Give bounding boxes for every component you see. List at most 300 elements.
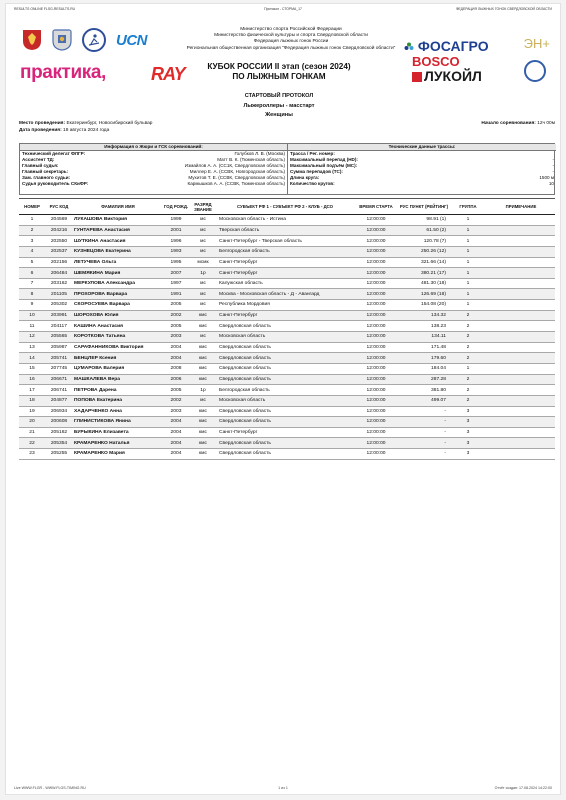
start-value: 12ч 00м: [537, 121, 555, 126]
cell-year: 2001: [163, 225, 189, 236]
cell-n: 2: [19, 225, 45, 236]
cell-name: САРАФАННИКОВА Виктория: [73, 342, 163, 353]
jury-value: Миллер Е. А. (ССВК, Новгородская область): [189, 169, 285, 175]
phosagro-logo: [404, 38, 489, 54]
venue-info: [19, 121, 555, 134]
table-row: [19, 395, 555, 406]
cell-name: КОРОТКОВА Татьяна: [73, 332, 163, 343]
regional-federation-logo-icon: [524, 60, 546, 82]
table-row: [19, 385, 555, 396]
cell-n: 19: [19, 406, 45, 417]
table-row: [19, 268, 555, 279]
cell-name: ШОРОХОВА Юлия: [73, 310, 163, 321]
cell-rank: кмс: [189, 449, 217, 460]
lukoil-logo: [412, 68, 482, 84]
jury-value: Голубков Л. В. (Москва): [234, 150, 285, 156]
table-row: [19, 236, 555, 247]
tech-key: Длина круга:: [290, 175, 320, 181]
organizer-line: Региональная общественная организация "Федерация лыжных гонок Свердловской области": [186, 45, 396, 51]
cell-note: [487, 236, 555, 247]
cell-rank: мс: [189, 395, 217, 406]
tech-value: -: [552, 169, 554, 175]
cell-time: 12:00:00: [353, 215, 399, 226]
cell-n: 7: [19, 278, 45, 289]
cell-group: 1: [449, 225, 487, 236]
venue-value: Екатеринбург, Новосибирский бульвар: [66, 121, 153, 126]
cell-points: 179.60: [399, 353, 449, 364]
cell-name: ШЕМЯКИНА Мария: [73, 268, 163, 279]
cell-note: [487, 278, 555, 289]
table-row: [19, 246, 555, 257]
cell-name: ПРОХОРОВА Варвара: [73, 289, 163, 300]
cell-n: 9: [19, 300, 45, 311]
cell-year: 2008: [163, 363, 189, 374]
bosco-logo: BOSCO: [412, 54, 460, 69]
gender-group: Женщины: [265, 112, 293, 118]
cell-time: 12:00:00: [353, 321, 399, 332]
organizer-line: Федерация лыжных гонок России: [253, 39, 329, 45]
tech-row: [288, 181, 556, 187]
cell-region: Свердловская область: [217, 449, 353, 460]
cell-note: [487, 374, 555, 385]
cell-region: Свердловская область: [217, 417, 353, 428]
cell-code: 204117: [45, 321, 73, 332]
cell-n: 5: [19, 257, 45, 268]
column-header: РАЗРЯД ЗВАНИЕ: [189, 199, 217, 215]
cell-points: 171.48: [399, 342, 449, 353]
cell-note: [487, 321, 555, 332]
table-row: [19, 353, 555, 364]
cell-year: 2003: [163, 332, 189, 343]
cell-n: 11: [19, 321, 45, 332]
cell-name: ХАДАРЧЕНКО Анна: [73, 406, 163, 417]
cell-note: [487, 385, 555, 396]
cell-region: Белгородская область: [217, 385, 353, 396]
cell-year: 2007: [163, 268, 189, 279]
tech-value: -: [552, 156, 554, 162]
cell-year: 2002: [163, 395, 189, 406]
cell-n: 6: [19, 268, 45, 279]
cell-code: 204569: [45, 215, 73, 226]
cell-group: 1: [449, 278, 487, 289]
cell-rank: кмс: [189, 417, 217, 428]
jury-box: [20, 144, 288, 194]
table-row: [19, 215, 555, 226]
cell-note: [487, 417, 555, 428]
ski-federation-logo-icon: [82, 28, 106, 52]
cell-n: 13: [19, 342, 45, 353]
cell-name: БУРЫКИНА Елизавета: [73, 427, 163, 438]
cell-year: 1997: [163, 278, 189, 289]
cell-group: 2: [449, 321, 487, 332]
jury-key: Главный секретарь:: [22, 169, 69, 175]
cell-code: 205565: [45, 332, 73, 343]
cell-points: 287.28: [399, 374, 449, 385]
cell-region: Москва - Московская область - Д - Авангард: [217, 289, 353, 300]
lukoil-mark-icon: [412, 72, 422, 82]
cell-group: 1: [449, 300, 487, 311]
cell-year: 2005: [163, 300, 189, 311]
cell-time: 12:00:00: [353, 353, 399, 364]
cell-group: 3: [449, 406, 487, 417]
cell-points: 134.11: [399, 332, 449, 343]
sverdlovsk-emblem-icon: [52, 29, 72, 51]
tech-key: Количество кругов:: [290, 181, 335, 187]
table-header-row: [19, 199, 555, 215]
cell-region: Тверская область: [217, 225, 353, 236]
table-body: [19, 215, 555, 460]
cell-note: [487, 257, 555, 268]
jury-key: Зам. главного судьи:: [22, 175, 71, 181]
cell-code: 206484: [45, 268, 73, 279]
cell-rank: мс: [189, 236, 217, 247]
cell-group: 1: [449, 363, 487, 374]
sponsor-logos-right: [404, 34, 550, 104]
event-title-block: [184, 62, 374, 82]
cell-rank: кмс: [189, 310, 217, 321]
cell-group: 1: [449, 236, 487, 247]
cell-rank: мс: [189, 215, 217, 226]
cell-year: 2004: [163, 342, 189, 353]
cell-n: 16: [19, 374, 45, 385]
discipline: Лыжероллеры - масстарт: [243, 102, 315, 109]
cell-code: 206741: [45, 385, 73, 396]
cell-group: 2: [449, 395, 487, 406]
footer-right: Отчёт создан: 17.08.2024 14:22:00: [494, 786, 552, 790]
cell-region: Санкт-Петербург: [217, 310, 353, 321]
cell-name: КРАМАРЕНКО Мария: [73, 449, 163, 460]
cell-points: -: [399, 438, 449, 449]
cell-region: Свердловская область: [217, 321, 353, 332]
table-row: [19, 289, 555, 300]
cell-year: 2005: [163, 385, 189, 396]
cell-year: 1995: [163, 257, 189, 268]
cell-points: -: [399, 427, 449, 438]
cell-time: 12:00:00: [353, 395, 399, 406]
cell-code: 204216: [45, 225, 73, 236]
cell-name: ГЛИНИСТИКОВА Янина: [73, 417, 163, 428]
russia-emblem-icon: [22, 29, 42, 51]
cell-year: 1993: [163, 246, 189, 257]
column-header: СУБЪЕКТ РФ 1 - СУБЪЕКТ РФ 2 - КЛУБ - ДСО: [217, 199, 353, 215]
cell-rank: кмс: [189, 427, 217, 438]
jury-key: Судья руководитель СКиФР:: [22, 181, 89, 187]
cell-name: ЛУКАШОВА Виктория: [73, 215, 163, 226]
cell-note: [487, 215, 555, 226]
table-row: [19, 278, 555, 289]
cell-rank: мс: [189, 289, 217, 300]
header-center: Протокол - СТОРМА_17: [264, 7, 302, 11]
ray-logo: RAY: [151, 64, 185, 84]
cell-region: Калужская область: [217, 278, 353, 289]
cell-note: [487, 268, 555, 279]
jury-key: Ассистент ТД:: [22, 156, 55, 162]
cell-code: 205302: [45, 300, 73, 311]
event-title: КУБОК РОССИИ II этап (сезон 2024): [207, 62, 351, 71]
track-header: Технические данные трассы:: [288, 144, 556, 151]
organizer-line: Министерство физической культуры и спорта Свердловской области: [214, 33, 368, 39]
cell-time: 12:00:00: [353, 257, 399, 268]
cell-time: 12:00:00: [353, 406, 399, 417]
cell-code: 200608: [45, 417, 73, 428]
table-row: [19, 374, 555, 385]
cell-code: 205987: [45, 342, 73, 353]
cell-n: 18: [19, 395, 45, 406]
event-subtitle: ПО ЛЫЖНЫМ ГОНКАМ: [232, 72, 326, 81]
cell-rank: кмс: [189, 374, 217, 385]
cell-name: ЦУМАРОВА Валерия: [73, 363, 163, 374]
cell-n: 4: [19, 246, 45, 257]
cell-points: 381.80: [399, 385, 449, 396]
cell-time: 12:00:00: [353, 278, 399, 289]
ucn-logo: UCN: [116, 31, 147, 49]
table-row: [19, 438, 555, 449]
cell-note: [487, 449, 555, 460]
cell-group: 2: [449, 332, 487, 343]
cell-rank: мс: [189, 246, 217, 257]
table-row: [19, 449, 555, 460]
cell-year: 1991: [163, 289, 189, 300]
column-header: ГРУППА: [449, 199, 487, 215]
cell-time: 12:00:00: [353, 363, 399, 374]
cell-time: 12:00:00: [353, 427, 399, 438]
jury-value: Матт В. К. (Тюменская область): [217, 156, 285, 162]
cell-rank: 1р: [189, 385, 217, 396]
cell-name: КУЗНЕЦОВА Екатерина: [73, 246, 163, 257]
cell-code: 205162: [45, 427, 73, 438]
cell-region: Свердловская область: [217, 342, 353, 353]
cell-time: 12:00:00: [353, 449, 399, 460]
cell-time: 12:00:00: [353, 225, 399, 236]
cell-region: Московская область: [217, 332, 353, 343]
cell-region: Свердловская область: [217, 363, 353, 374]
cell-group: 3: [449, 427, 487, 438]
footer-page: 1 из 1: [278, 786, 288, 790]
cell-name: ГУНТАРЕВА Анастасия: [73, 225, 163, 236]
cell-group: 2: [449, 374, 487, 385]
cell-time: 12:00:00: [353, 310, 399, 321]
cell-rank: кмс: [189, 353, 217, 364]
table-row: [19, 225, 555, 236]
cell-name: КРАМАРЕНКО Наталья: [73, 438, 163, 449]
cell-points: -: [399, 449, 449, 460]
cell-points: -: [399, 406, 449, 417]
cell-region: Свердловская область: [217, 406, 353, 417]
cell-group: 2: [449, 385, 487, 396]
cell-note: [487, 310, 555, 321]
cell-rank: кмс: [189, 342, 217, 353]
organizers-block: [166, 27, 416, 52]
cell-n: 21: [19, 427, 45, 438]
column-header: ВРЕМЯ СТАРТА: [353, 199, 399, 215]
cell-code: 206671: [45, 374, 73, 385]
cell-time: 12:00:00: [353, 438, 399, 449]
jury-value: Мухитов Т. Е. (ССВК, Свердловская область): [188, 175, 285, 181]
cell-note: [487, 342, 555, 353]
cell-name: БЕНЦЛЕР Ксения: [73, 353, 163, 364]
cell-group: 1: [449, 289, 487, 300]
cell-time: 12:00:00: [353, 385, 399, 396]
page-footer: [14, 786, 552, 792]
cell-year: 2004: [163, 449, 189, 460]
cell-time: 12:00:00: [353, 268, 399, 279]
cell-group: 1: [449, 268, 487, 279]
header-right: ФЕДЕРАЦИЯ ЛЫЖНЫХ ГОНОК СВЕРДЛОВСКОЙ ОБЛАСТИ: [455, 7, 552, 11]
cell-note: [487, 353, 555, 364]
cell-note: [487, 332, 555, 343]
cell-points: 184.04: [399, 363, 449, 374]
table-row: [19, 363, 555, 374]
cell-rank: 1р: [189, 268, 217, 279]
cell-year: 2005: [163, 321, 189, 332]
cell-name: СКОРОСУЕВА Варвара: [73, 300, 163, 311]
cell-year: 2003: [163, 406, 189, 417]
cell-time: 12:00:00: [353, 417, 399, 428]
cell-year: 2004: [163, 427, 189, 438]
cell-region: Московская область: [217, 395, 353, 406]
cell-code: 203991: [45, 310, 73, 321]
cell-rank: кмс: [189, 363, 217, 374]
cell-group: 1: [449, 257, 487, 268]
cell-code: 205255: [45, 449, 73, 460]
cell-group: 3: [449, 449, 487, 460]
cell-code: 203162: [45, 278, 73, 289]
cell-points: 154.08 (20): [399, 300, 449, 311]
phosagro-flower-icon: [404, 42, 414, 52]
cell-points: 61.50 (2): [399, 225, 449, 236]
cell-name: ПОПОВА Екатерина: [73, 395, 163, 406]
cell-n: 1: [19, 215, 45, 226]
cell-points: -: [399, 417, 449, 428]
en-plus-logo: ЭН+: [523, 36, 550, 51]
cell-region: Санкт-Петербург - Тверская область: [217, 236, 353, 247]
cell-year: 2004: [163, 353, 189, 364]
cell-year: 2004: [163, 438, 189, 449]
cell-n: 14: [19, 353, 45, 364]
cell-n: 3: [19, 236, 45, 247]
column-header: ПРИМЕЧАНИЕ: [487, 199, 555, 215]
page-header-line: [14, 7, 552, 13]
cell-year: 1999: [163, 215, 189, 226]
cell-group: 2: [449, 353, 487, 364]
cell-group: 3: [449, 438, 487, 449]
cell-points: 499.07: [399, 395, 449, 406]
cell-group: 2: [449, 342, 487, 353]
document-page: [5, 3, 561, 795]
table-row: [19, 427, 555, 438]
cell-points: 120.78 (7): [399, 236, 449, 247]
jury-key: Главный судья:: [22, 162, 59, 168]
cell-n: 10: [19, 310, 45, 321]
cell-year: 1996: [163, 236, 189, 247]
cell-n: 12: [19, 332, 45, 343]
cell-region: Свердловская область: [217, 353, 353, 364]
cell-code: 202156: [45, 257, 73, 268]
phosagro-text: ФОСАГРО: [417, 38, 489, 54]
cell-group: 2: [449, 310, 487, 321]
cell-n: 20: [19, 417, 45, 428]
cell-code: 202550: [45, 236, 73, 247]
cell-name: МАШКАЛЕВА Вера: [73, 374, 163, 385]
cell-rank: кмс: [189, 438, 217, 449]
tech-value: 1500 м: [539, 175, 554, 181]
table-row: [19, 310, 555, 321]
column-header: ГОД РОЖД.: [163, 199, 189, 215]
cell-year: 2002: [163, 310, 189, 321]
cell-n: 17: [19, 385, 45, 396]
cell-rank: мс: [189, 278, 217, 289]
cell-points: 126.69 (18): [399, 289, 449, 300]
start-list-table: [19, 198, 555, 460]
cell-region: Свердловская область: [217, 438, 353, 449]
tech-value: -: [552, 162, 554, 168]
cell-code: 202537: [45, 246, 73, 257]
cell-n: 23: [19, 449, 45, 460]
cell-n: 8: [19, 289, 45, 300]
date-value: 18 августа 2024 года: [63, 127, 110, 133]
cell-rank: мсмк: [189, 257, 217, 268]
cell-points: 134.32: [399, 310, 449, 321]
protocol-title-block: [184, 92, 374, 121]
cell-region: Белгородская область: [217, 246, 353, 257]
cell-code: 207745: [45, 363, 73, 374]
cell-note: [487, 289, 555, 300]
start-label: Начало соревнования:: [481, 121, 536, 126]
tech-key: Максимальный перепад (HD):: [290, 156, 358, 162]
table-row: [19, 332, 555, 343]
cell-code: 204877: [45, 395, 73, 406]
cell-n: 22: [19, 438, 45, 449]
cell-code: 205741: [45, 353, 73, 364]
cell-code: 206934: [45, 406, 73, 417]
tech-value: 10: [548, 181, 554, 187]
cell-rank: мс: [189, 300, 217, 311]
cell-note: [487, 225, 555, 236]
cell-note: [487, 300, 555, 311]
cell-note: [487, 246, 555, 257]
cell-year: 2006: [163, 374, 189, 385]
cell-code: 205354: [45, 438, 73, 449]
cell-rank: кмс: [189, 321, 217, 332]
cell-name: ЛЕТУЧЕВА Ольга: [73, 257, 163, 268]
cell-time: 12:00:00: [353, 300, 399, 311]
jury-value: Кармышков А. А. (ССВК, Тюменская область): [187, 181, 285, 187]
lukoil-text: ЛУКОЙЛ: [424, 68, 482, 84]
cell-time: 12:00:00: [353, 342, 399, 353]
cell-rank: мс: [189, 225, 217, 236]
jury-row: [20, 181, 287, 187]
table-row: [19, 321, 555, 332]
cell-points: 138.23: [399, 321, 449, 332]
tech-key: Трасса / Рег. номер:: [290, 150, 335, 156]
cell-region: Санкт-Петербург: [217, 268, 353, 279]
cell-region: Санкт-Петербург: [217, 257, 353, 268]
header-left: RESULTS ONLINE FLSG-RESULTS.RU: [14, 7, 76, 11]
column-header: РУС КОД: [45, 199, 73, 215]
venue-label: Место проведения:: [19, 121, 66, 126]
cell-code: 201105: [45, 289, 73, 300]
cell-region: Московская область - Истина: [217, 215, 353, 226]
cell-points: 481.30 (18): [399, 278, 449, 289]
cell-time: 12:00:00: [353, 236, 399, 247]
cell-rank: мс: [189, 332, 217, 343]
date-label: Дата проведения:: [19, 127, 62, 133]
cell-region: Свердловская область: [217, 374, 353, 385]
cell-name: КАШИНА Анастасия: [73, 321, 163, 332]
cell-points: 380.21 (17): [399, 268, 449, 279]
jury-key: Технический делегат ФЛГР:: [22, 150, 86, 156]
cell-note: [487, 438, 555, 449]
